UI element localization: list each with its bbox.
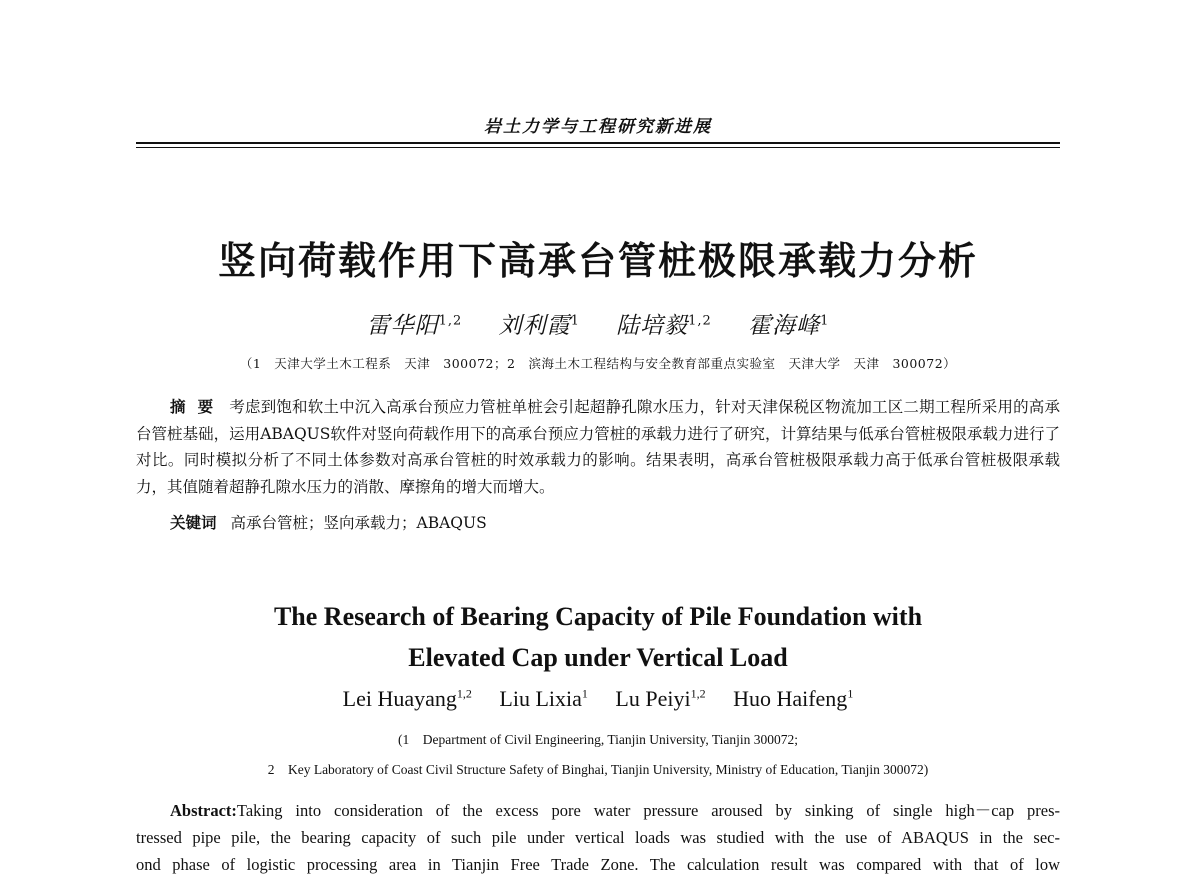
english-author: Huo Haifeng$^1$ [733,686,854,711]
chinese-abstract-label: 摘要 [170,397,226,416]
chinese-authors [0,307,1196,340]
english-abstract [136,797,1060,878]
chinese-title: 竖向荷载作用下高承台管桩极限承载力分析 [217,239,978,283]
chinese-author: 霍海峰$^1$ [748,313,830,339]
english-title-line: The Research of Bearing Capacity of Pile Foundation with [273,602,923,631]
chinese-keywords-text: 高承台管桩；竖向承载力；ABAQUS [230,514,487,532]
english-abstract-line: tressed pipe pile, the bearing capacity of such pile under vertical loads was studied with the use of ABAQUS in the sec- [136,828,1060,847]
english-affiliation-2: 2 Key Laboratory of Coast Civil Structure Safety of Binghai, Tianjin University, Ministry of Education, Tianjin 300072) [267,762,929,777]
chinese-affiliation: （1 天津大学土木工程系 天津 300072；2 滨海土木工程结构与安全教育部重点实验室 天津大学 天津 300072） [239,356,957,371]
english-abstract-line: Abstract:Taking into consideration of the excess pore water pressure aroused by sinking of single high－cap pres- [170,801,1060,820]
english-abstract-label: Abstract: [170,801,237,820]
english-abstract-line: ond phase of logistic processing area in Tianjin Free Trade Zone. The calculation result was compared with that of low [136,855,1060,874]
chinese-author: 刘利霞$^1$ [498,313,580,339]
english-author: Lei Huayang$^{1,2}$ [342,686,472,711]
running-header: 岩土力学与工程研究新进展 [484,117,712,137]
english-affiliation-1: (1 Department of Civil Engineering, Tianjin University, Tianjin 300072; [398,732,798,747]
chinese-keywords [170,511,1060,533]
chinese-abstract-text: 考虑到饱和软土中沉入高承台预应力管桩单桩会引起超静孔隙水压力，针对天津保税区物流加工区二期工程所采用的高承台管桩基础，运用ABAQUS软件对竖向荷载作用下的高承台预应力管桩的承载力进行了研究，计算结果与低承台管桩极限承载力进行了对比。同时模拟分析了不同土体参数对高承台管桩的时效承载力的影响。结果表明，高承台管桩极限承载力高于低承台管桩极限承载力，其值随着超静孔隙水压力的消散、摩擦角的增大而增大。 [136,398,1060,496]
chinese-author: 陆培毅$^{1,2}$ [616,313,712,339]
english-author: Lu Peiyi$^{1,2}$ [615,686,706,711]
chinese-author: 雷华阳$^{1,2}$ [366,313,463,339]
chinese-abstract [136,394,1060,500]
header-rule-thick [136,142,1060,144]
chinese-keywords-label: 关键词 [170,513,217,532]
english-title [0,596,1196,678]
english-title-line: Elevated Cap under Vertical Load [408,643,788,672]
header-rule-thin [136,147,1060,148]
english-authors [0,686,1196,712]
english-author: Liu Lixia$^1$ [499,686,588,711]
